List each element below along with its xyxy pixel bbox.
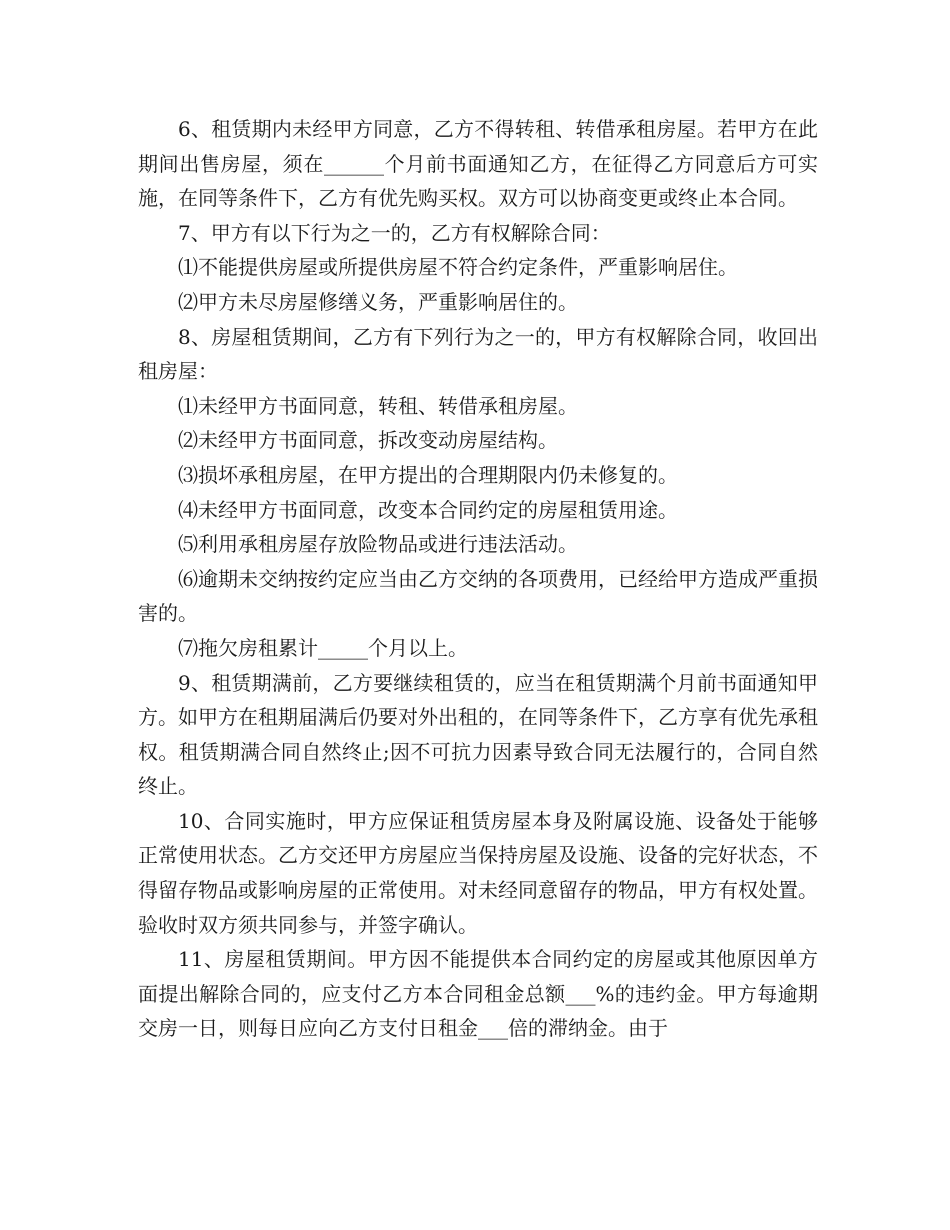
- paragraph-clause-7-item-1: ⑴不能提供房屋或所提供房屋不符合约定条件，严重影响居住。: [178, 255, 738, 280]
- paragraph-clause-7-item-2: ⑵甲方未尽房屋修缮义务，严重影响居住的。: [178, 289, 578, 314]
- paragraph-clause-8: 8、房屋租赁期间，乙方有下列行为之一的，甲方有权解除合同，收回出租房屋：: [138, 324, 818, 384]
- paragraph-clause-8-item-7: ⑺拖欠房租累计_____个月以上。: [178, 635, 468, 660]
- document-page: [138, 112, 818, 1046]
- paragraph-clause-8-item-4: ⑷未经甲方书面同意，改变本合同约定的房屋租赁用途。: [178, 497, 678, 522]
- paragraph-clause-8-item-3: ⑶损坏承租房屋，在甲方提出的合理期限内仍未修复的。: [178, 462, 678, 487]
- paragraph-clause-8-item-2: ⑵未经甲方书面同意，拆改变动房屋结构。: [178, 428, 558, 453]
- paragraph-clause-8-item-5: ⑸利用承租房屋存放险物品或进行违法活动。: [178, 532, 578, 557]
- paragraph-clause-10: 10、合同实施时，甲方应保证租赁房屋本身及附属设施、设备处于能够正常使用状态。乙方交还甲方房屋应当保持房屋及设施、设备的完好状态，不得留存物品或影响房屋的正常使用。对未经同意留存的物品，甲方有权处置。验收时双方须共同参与，并签字确认。: [138, 808, 818, 937]
- paragraph-clause-6: 6、租赁期内未经甲方同意，乙方不得转租、转借承租房屋。若甲方在此期间出售房屋，须在______个月前书面通知乙方，在征得乙方同意后方可实施，在同等条件下，乙方有优先购买权。双方可以协商变更或终止本合同。: [138, 117, 818, 211]
- paragraph-clause-7: 7、甲方有以下行为之一的，乙方有权解除合同：: [178, 220, 611, 245]
- paragraph-clause-8-item-1: ⑴未经甲方书面同意，转租、转借承租房屋。: [178, 393, 578, 418]
- paragraph-clause-9: 9、租赁期满前，乙方要继续租赁的，应当在租赁期满个月前书面通知甲方。如甲方在租期届满后仍要对外出租的，在同等条件下，乙方享有优先承租权。租赁期满合同自然终止;因不可抗力因素导致合同无法履行的，合同自然终止。: [138, 670, 818, 799]
- paragraph-clause-11: 11、房屋租赁期间。甲方因不能提供本合同约定的房屋或其他原因单方面提出解除合同的，应支付乙方本合同租金总额___%的违约金。甲方每逾期交房一日，则每日应向乙方支付日租金___倍的滞纳金。由于: [138, 947, 818, 1041]
- paragraph-clause-8-item-6: ⑹逾期未交纳按约定应当由乙方交纳的各项费用，已经给甲方造成严重损害的。: [138, 566, 818, 626]
